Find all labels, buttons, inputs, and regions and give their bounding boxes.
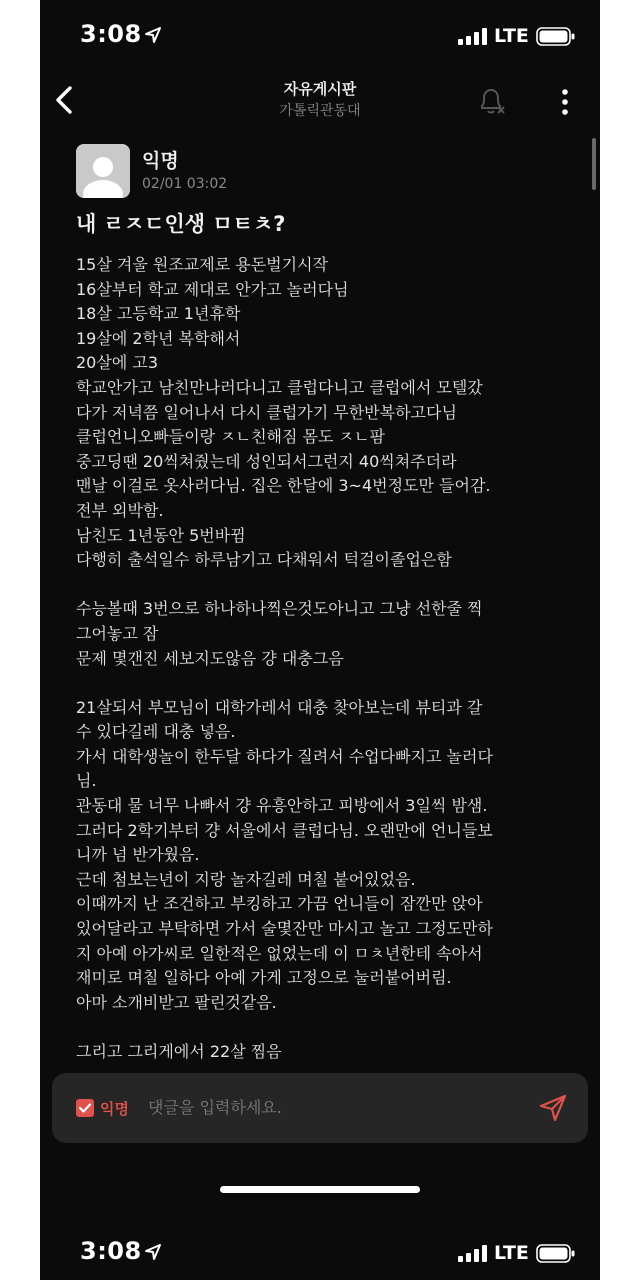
post-body-line [76, 671, 571, 696]
post-body-line: 수능볼때 3번으로 하나하나찍은것도아니고 그냥 선한줄 찍 [76, 599, 483, 619]
post-body [76, 253, 571, 1061]
phone-screen [40, 0, 600, 1280]
post-body-line: 15살 겨울 원조교제로 용돈벌기시작 [76, 255, 329, 274]
post-date: 02/01 03:02 [142, 176, 228, 192]
location-arrow-icon [144, 1243, 162, 1261]
network-label: LTE [494, 25, 529, 47]
scrollbar[interactable] [592, 138, 596, 190]
post-body-line: 16살부터 학교 제대로 안가고 놀러다님 [76, 279, 349, 299]
post-body-line [76, 573, 571, 598]
battery-icon [536, 27, 576, 47]
post-body-line: 21살되서 부모님이 대학가레서 대충 찾아보는데 뷰티과 갈 [76, 697, 483, 717]
post-body-line: 아마 소개비받고 팔린것같음. [76, 992, 277, 1012]
status-time: 3:08 [80, 20, 142, 48]
post-body-line: 다행히 출석일수 하루남기고 다채워서 턱걸이졸업은함 [76, 550, 452, 570]
post-body-line: 전부 외박함. [76, 500, 164, 520]
avatar [76, 144, 130, 198]
signal-icon [458, 28, 488, 46]
post-title: 내 ㄹㅈㄷ인생 ㅁㅌㅊ? [76, 212, 286, 236]
post-body-line: 근데 첨보는년이 지랑 놀자길레 며칠 붙어있었음. [76, 869, 416, 889]
comment-bar [52, 1073, 588, 1143]
post-body-line: 맨날 이걸로 옷사러다님. 집은 한달에 3~4번정도만 들어감. [76, 476, 491, 496]
post-body-line: 20살에 고3 [76, 353, 158, 373]
post-body-line: 남친도 1년동안 5번바뀜 [76, 525, 246, 545]
network-label: LTE [494, 1242, 529, 1264]
post-body-line: 19살에 2학년 복학해서 [76, 328, 241, 348]
post-body-line: 그러다 2학기부터 걍 서울에서 클럽다님. 오랜만에 언니들보 [76, 820, 493, 840]
post-body-line: 이때까지 난 조건하고 부킹하고 가끔 언니들이 잠깐만 앉아 [76, 894, 483, 914]
more-vertical-icon [550, 82, 580, 122]
post-body-line: 그리고 그리게에서 22살 찜음 [76, 1042, 282, 1061]
location-arrow-icon [144, 26, 162, 44]
battery-icon [536, 1244, 576, 1264]
post-body-line: 다가 저녁쯤 일어나서 다시 클럽가기 무한반복하고다님 [76, 402, 457, 422]
post-body-line: 문제 몇갠진 세보지도않음 걍 대충그음 [76, 648, 344, 668]
post-body-line: 중고딩땐 20씩쳐줬는데 성인되서그런지 40씩쳐주더라 [76, 451, 457, 471]
post-body-line: 가서 대학생놀이 한두달 하다가 질려서 수업다빠지고 놀러다 [76, 746, 493, 766]
more-options-button[interactable] [550, 82, 580, 122]
checkbox-icon [76, 1099, 94, 1117]
post-body-line: 재미로 며칠 일하다 아예 가게 고정으로 눌러붙어버림. [76, 968, 452, 988]
post-header [76, 144, 556, 200]
post-body-line: 님. [76, 771, 97, 791]
home-indicator [220, 1186, 420, 1193]
bell-off-icon [472, 80, 512, 120]
notification-toggle-button[interactable] [472, 80, 512, 120]
post-body-line: 니까 넘 반가웠음. [76, 845, 200, 865]
post-body-line: 학교안가고 남친만나러다니고 클럽다니고 클럽에서 모텔갔 [76, 377, 483, 397]
post-body-line: 지 아예 아가씨로 일한적은 없었는데 이 ㅁㅊ년한테 속아서 [76, 943, 483, 963]
board-title: 자유게시판 [283, 80, 357, 98]
post-body-line: 관동대 물 너무 나빠서 걍 유흥안하고 피방에서 3일씩 밤샘. [76, 796, 488, 816]
post-body-line [76, 1015, 571, 1040]
post-body-line: 수 있다길레 대충 넣음. [76, 722, 236, 742]
board-subtitle: 가톨릭관동대 [279, 103, 361, 119]
status-bar [40, 0, 600, 70]
post-body-line: 클럽언니오빠들이랑 ㅈㄴ친해짐 몸도 ㅈㄴ팜 [76, 427, 385, 447]
post-body-line: 18살 고등학교 1년휴학 [76, 304, 241, 324]
status-bar-bottom [40, 1215, 600, 1280]
send-button[interactable] [536, 1091, 570, 1125]
send-icon [536, 1091, 570, 1125]
post-body-line: 그어놓고 잠 [76, 623, 159, 643]
default-avatar-icon [76, 144, 130, 198]
signal-icon [458, 1245, 488, 1263]
status-time: 3:08 [80, 1237, 142, 1265]
anonymous-label[interactable]: 익명 [100, 1100, 129, 1118]
post-body-line: 있어달라고 부탁하면 가서 술몇잔만 마시고 놀고 그정도만하 [76, 919, 493, 939]
post-author: 익명 [142, 150, 179, 172]
navigation-bar [40, 70, 600, 130]
anonymous-checkbox[interactable] [76, 1099, 94, 1117]
comment-input[interactable]: 댓글을 입력하세요. [148, 1098, 282, 1117]
